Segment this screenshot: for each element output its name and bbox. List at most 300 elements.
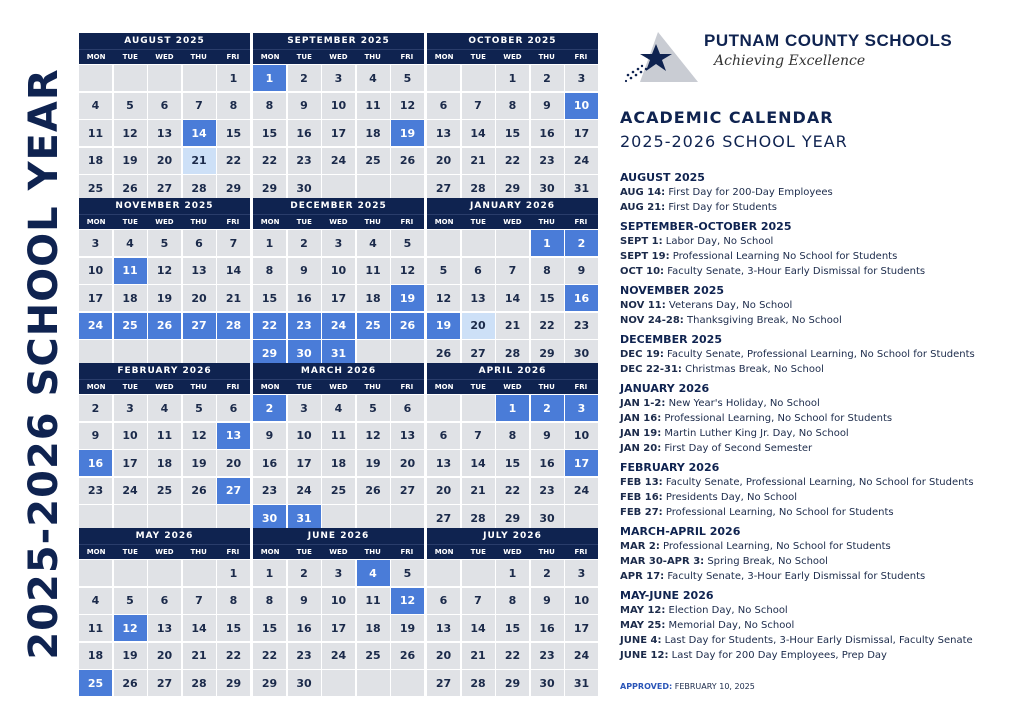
day-cell: 21 [183, 148, 216, 174]
month-july-2026 [427, 528, 598, 692]
day-cell: 10 [565, 588, 598, 614]
day-cell: 16 [531, 120, 564, 146]
day-cell: 19 [391, 615, 424, 641]
day-cell: 29 [496, 175, 529, 201]
day-cell: 11 [357, 258, 390, 284]
day-cell: 12 [148, 258, 181, 284]
day-cell: 5 [148, 230, 181, 256]
day-cell: 2 [565, 230, 598, 256]
event-item [620, 569, 1015, 584]
day-cell: 30 [531, 175, 564, 201]
weekday-label: THU [190, 548, 207, 556]
empty-day-cell [322, 670, 355, 696]
weekday-label: FRI [400, 383, 414, 391]
weekday-header [253, 214, 424, 229]
weekday-label: MON [434, 218, 454, 226]
month-march-2026 [253, 363, 424, 527]
weekday-label: FRI [226, 383, 240, 391]
day-cell: 18 [79, 643, 112, 669]
month-november-2025 [79, 198, 250, 362]
weekday-label: TUE [296, 53, 312, 61]
day-cell: 1 [253, 230, 286, 256]
day-cell: 1 [217, 560, 250, 586]
event-date: FEB 27: [620, 507, 663, 518]
day-cell: 28 [183, 670, 216, 696]
school-name: PUTNAM COUNTY SCHOOLS [704, 31, 953, 50]
page-subtitle: 2025-2026 SCHOOL YEAR [620, 132, 848, 151]
day-cell: 5 [183, 395, 216, 421]
event-date: DEC 22-31: [620, 364, 682, 375]
weekday-label: MON [260, 53, 280, 61]
event-date: NOV 11: [620, 300, 666, 311]
month-title: OCTOBER 2025 [427, 33, 598, 49]
day-cell: 15 [496, 615, 529, 641]
day-cell: 5 [114, 93, 147, 119]
day-cell: 19 [357, 450, 390, 476]
event-date: DEC 19: [620, 349, 664, 360]
day-cell: 17 [565, 120, 598, 146]
day-cell: 24 [565, 643, 598, 669]
weekday-label: TUE [296, 218, 312, 226]
day-grid [253, 229, 424, 366]
month-title: JUNE 2026 [253, 528, 424, 544]
day-cell: 24 [322, 643, 355, 669]
day-cell: 15 [496, 450, 529, 476]
day-cell: 4 [322, 395, 355, 421]
day-cell: 26 [357, 478, 390, 504]
day-cell: 27 [391, 478, 424, 504]
day-cell: 13 [148, 615, 181, 641]
day-cell: 6 [427, 93, 460, 119]
weekday-label: THU [190, 218, 207, 226]
empty-day-cell [183, 65, 216, 91]
weekday-header [79, 544, 250, 559]
day-cell: 29 [217, 670, 250, 696]
empty-day-cell [427, 395, 460, 421]
event-text: Memorial Day, No School [665, 620, 795, 631]
empty-day-cell [427, 230, 460, 256]
day-cell: 4 [357, 230, 390, 256]
day-grid [253, 394, 424, 531]
weekday-label: WED [155, 548, 174, 556]
event-item [620, 490, 1015, 505]
event-section [620, 170, 1015, 215]
approved-date: FEBRUARY 10, 2025 [674, 682, 755, 691]
day-cell: 13 [427, 120, 460, 146]
weekday-label: FRI [574, 218, 588, 226]
event-item [620, 264, 1015, 279]
day-cell: 25 [357, 313, 390, 339]
day-cell: 25 [79, 175, 112, 201]
month-title: AUGUST 2025 [79, 33, 250, 49]
day-cell: 6 [183, 230, 216, 256]
month-august-2025 [79, 33, 250, 197]
day-cell: 28 [462, 175, 495, 201]
weekday-label: WED [503, 548, 522, 556]
weekday-label: WED [329, 53, 348, 61]
day-cell: 7 [462, 423, 495, 449]
day-cell: 27 [427, 505, 460, 531]
day-cell: 19 [114, 148, 147, 174]
event-section [620, 381, 1015, 456]
day-cell: 29 [531, 340, 564, 366]
day-cell: 26 [391, 148, 424, 174]
day-cell: 24 [322, 313, 355, 339]
event-text: Faculty Senate, Professional Learning, No School for Students [662, 477, 974, 488]
event-section-title: NOVEMBER 2025 [620, 284, 725, 297]
day-cell: 23 [531, 478, 564, 504]
day-cell: 17 [114, 450, 147, 476]
weekday-label: WED [503, 53, 522, 61]
day-cell: 19 [391, 285, 424, 311]
day-cell: 30 [253, 505, 286, 531]
day-cell: 2 [531, 395, 564, 421]
day-cell: 2 [253, 395, 286, 421]
day-cell: 30 [288, 670, 321, 696]
day-cell: 15 [531, 285, 564, 311]
event-date: OCT 10: [620, 266, 665, 277]
event-date: JAN 16: [620, 413, 662, 424]
event-item [620, 234, 1015, 249]
day-cell: 12 [427, 285, 460, 311]
day-cell: 3 [288, 395, 321, 421]
month-title: FEBRUARY 2026 [79, 363, 250, 379]
event-text: Thanksgiving Break, No School [683, 315, 842, 326]
day-cell: 24 [114, 478, 147, 504]
empty-day-cell [357, 670, 390, 696]
day-cell: 26 [114, 175, 147, 201]
day-cell: 11 [357, 588, 390, 614]
weekday-label: THU [538, 548, 555, 556]
weekday-header [427, 214, 598, 229]
day-grid [79, 229, 250, 366]
empty-day-cell [114, 560, 147, 586]
empty-day-cell [496, 230, 529, 256]
day-cell: 25 [114, 313, 147, 339]
day-cell: 3 [565, 65, 598, 91]
weekday-label: MON [434, 383, 454, 391]
event-section-title: SEPTEMBER-OCTOBER 2025 [620, 220, 792, 233]
day-cell: 19 [427, 313, 460, 339]
weekday-label: THU [364, 218, 381, 226]
event-date: AUG 14: [620, 187, 666, 198]
day-cell: 12 [357, 423, 390, 449]
day-cell: 30 [565, 340, 598, 366]
day-cell: 31 [565, 670, 598, 696]
day-cell: 12 [183, 423, 216, 449]
event-date: FEB 16: [620, 492, 663, 503]
day-cell: 17 [288, 450, 321, 476]
day-cell: 6 [427, 588, 460, 614]
day-cell: 22 [253, 313, 286, 339]
event-text: Election Day, No School [665, 605, 788, 616]
event-item [620, 554, 1015, 569]
day-cell: 20 [427, 148, 460, 174]
day-cell: 8 [531, 258, 564, 284]
event-text: Labor Day, No School [662, 236, 774, 247]
day-cell: 27 [427, 670, 460, 696]
day-cell: 4 [114, 230, 147, 256]
day-cell: 2 [288, 230, 321, 256]
day-cell: 21 [217, 285, 250, 311]
day-cell: 7 [462, 93, 495, 119]
day-cell: 26 [391, 643, 424, 669]
day-cell: 9 [531, 423, 564, 449]
day-cell: 17 [322, 120, 355, 146]
weekday-label: THU [538, 218, 555, 226]
month-june-2026 [253, 528, 424, 692]
event-item [620, 185, 1015, 200]
day-cell: 6 [462, 258, 495, 284]
day-cell: 9 [288, 93, 321, 119]
day-cell: 26 [427, 340, 460, 366]
event-item [620, 396, 1015, 411]
star-logo-icon [622, 28, 702, 86]
day-cell: 23 [531, 643, 564, 669]
day-cell: 14 [462, 615, 495, 641]
day-cell: 20 [427, 643, 460, 669]
empty-day-cell [79, 65, 112, 91]
day-cell: 4 [79, 588, 112, 614]
event-section-title: AUGUST 2025 [620, 171, 705, 184]
day-cell: 21 [183, 643, 216, 669]
weekday-header [253, 49, 424, 64]
weekday-header [79, 214, 250, 229]
event-date: SEPT 1: [620, 236, 663, 247]
day-cell: 8 [253, 258, 286, 284]
month-title: MARCH 2026 [253, 363, 424, 379]
weekday-label: FRI [400, 53, 414, 61]
day-cell: 1 [496, 65, 529, 91]
event-text: Martin Luther King Jr. Day, No School [661, 428, 849, 439]
day-cell: 31 [288, 505, 321, 531]
month-title: JULY 2026 [427, 528, 598, 544]
day-grid [427, 229, 598, 366]
weekday-label: FRI [574, 548, 588, 556]
event-text: Faculty Senate, Professional Learning, No School for Students [663, 349, 975, 360]
day-cell: 10 [322, 588, 355, 614]
day-cell: 7 [462, 588, 495, 614]
day-cell: 20 [183, 285, 216, 311]
day-cell: 26 [183, 478, 216, 504]
day-cell: 30 [531, 670, 564, 696]
weekday-label: TUE [296, 548, 312, 556]
day-cell: 8 [496, 423, 529, 449]
month-title: APRIL 2026 [427, 363, 598, 379]
event-text: Veterans Day, No School [665, 300, 793, 311]
empty-day-cell [462, 230, 495, 256]
day-cell: 22 [496, 478, 529, 504]
day-cell: 6 [217, 395, 250, 421]
empty-day-cell [462, 65, 495, 91]
weekday-label: TUE [296, 383, 312, 391]
day-cell: 15 [253, 120, 286, 146]
empty-day-cell [391, 670, 424, 696]
day-cell: 11 [322, 423, 355, 449]
day-cell: 7 [496, 258, 529, 284]
day-cell: 22 [496, 643, 529, 669]
day-cell: 21 [496, 313, 529, 339]
event-date: JUNE 4: [620, 635, 662, 646]
event-text: Presidents Day, No School [662, 492, 797, 503]
day-cell: 8 [496, 588, 529, 614]
day-cell: 25 [357, 643, 390, 669]
event-date: APR 17: [620, 571, 665, 582]
event-item [620, 475, 1015, 490]
event-text: Last Day for 200 Day Employees, Prep Day [668, 650, 887, 661]
day-cell: 3 [114, 395, 147, 421]
day-cell: 4 [357, 560, 390, 586]
day-cell: 27 [462, 340, 495, 366]
day-cell: 11 [114, 258, 147, 284]
day-cell: 23 [288, 643, 321, 669]
day-cell: 17 [565, 450, 598, 476]
day-cell: 24 [565, 478, 598, 504]
day-cell: 22 [253, 148, 286, 174]
day-cell: 15 [496, 120, 529, 146]
day-cell: 14 [183, 615, 216, 641]
day-cell: 12 [391, 93, 424, 119]
day-cell: 28 [183, 175, 216, 201]
day-cell: 9 [565, 258, 598, 284]
day-cell: 9 [531, 588, 564, 614]
weekday-label: TUE [470, 548, 486, 556]
day-cell: 28 [462, 670, 495, 696]
day-cell: 22 [217, 643, 250, 669]
weekday-label: WED [329, 383, 348, 391]
day-cell: 19 [183, 450, 216, 476]
weekday-header [79, 49, 250, 64]
weekday-header [79, 379, 250, 394]
event-section-title: FEBRUARY 2026 [620, 461, 720, 474]
weekday-label: WED [329, 548, 348, 556]
event-item [620, 313, 1015, 328]
day-cell: 26 [391, 313, 424, 339]
month-title: MAY 2026 [79, 528, 250, 544]
weekday-label: MON [260, 383, 280, 391]
day-cell: 18 [114, 285, 147, 311]
day-cell: 22 [253, 643, 286, 669]
day-cell: 31 [565, 175, 598, 201]
weekday-header [427, 379, 598, 394]
day-cell: 29 [496, 670, 529, 696]
day-cell: 9 [79, 423, 112, 449]
approved-label: APPROVED: [620, 682, 673, 691]
weekday-label: TUE [122, 53, 138, 61]
weekday-label: WED [503, 218, 522, 226]
event-date: AUG 21: [620, 202, 666, 213]
event-section [620, 332, 1015, 377]
day-cell: 17 [322, 615, 355, 641]
day-cell: 14 [183, 120, 216, 146]
day-cell: 20 [391, 450, 424, 476]
weekday-label: THU [190, 53, 207, 61]
day-cell: 3 [565, 395, 598, 421]
day-cell: 30 [531, 505, 564, 531]
day-cell: 22 [531, 313, 564, 339]
empty-day-cell [462, 560, 495, 586]
event-item [620, 200, 1015, 215]
tagline: Achieving Excellence [714, 53, 866, 69]
day-grid [427, 64, 598, 201]
day-cell: 10 [322, 258, 355, 284]
event-text: Professional Learning No School for Students [669, 251, 898, 262]
day-cell: 18 [357, 120, 390, 146]
day-cell: 12 [391, 588, 424, 614]
day-cell: 15 [253, 285, 286, 311]
day-cell: 19 [114, 643, 147, 669]
event-item [620, 411, 1015, 426]
day-cell: 23 [253, 478, 286, 504]
event-date: JAN 20: [620, 443, 662, 454]
month-january-2026 [427, 198, 598, 362]
day-cell: 9 [253, 423, 286, 449]
day-grid [253, 559, 424, 696]
event-date: MAY 12: [620, 605, 666, 616]
weekday-label: MON [434, 53, 454, 61]
day-cell: 7 [183, 93, 216, 119]
event-text: Faculty Senate, 3-Hour Early Dismissal for Students [664, 571, 926, 582]
day-cell: 16 [288, 285, 321, 311]
month-title: SEPTEMBER 2025 [253, 33, 424, 49]
day-cell: 1 [496, 395, 529, 421]
empty-day-cell [427, 560, 460, 586]
day-cell: 19 [148, 285, 181, 311]
day-cell: 17 [322, 285, 355, 311]
day-cell: 7 [183, 588, 216, 614]
day-cell: 26 [114, 670, 147, 696]
event-text: First Day of Second Semester [661, 443, 813, 454]
day-cell: 18 [148, 450, 181, 476]
day-cell: 2 [531, 560, 564, 586]
event-item [620, 633, 1015, 648]
day-cell: 16 [531, 450, 564, 476]
day-cell: 5 [391, 230, 424, 256]
day-grid [427, 559, 598, 696]
event-date: FEB 13: [620, 477, 663, 488]
day-cell: 7 [217, 230, 250, 256]
event-section-title: MAY-JUNE 2026 [620, 589, 714, 602]
event-item [620, 648, 1015, 663]
weekday-label: THU [538, 383, 555, 391]
day-cell: 20 [148, 643, 181, 669]
day-cell: 13 [427, 450, 460, 476]
weekday-label: THU [190, 383, 207, 391]
day-cell: 5 [357, 395, 390, 421]
day-cell: 14 [217, 258, 250, 284]
day-cell: 20 [462, 313, 495, 339]
day-cell: 12 [114, 120, 147, 146]
day-cell: 23 [288, 148, 321, 174]
weekday-label: WED [329, 218, 348, 226]
event-section [620, 588, 1015, 663]
month-april-2026 [427, 363, 598, 527]
weekday-label: TUE [470, 53, 486, 61]
event-text: Christmas Break, No School [681, 364, 824, 375]
day-cell: 3 [79, 230, 112, 256]
month-september-2025 [253, 33, 424, 197]
weekday-label: THU [364, 383, 381, 391]
empty-day-cell [183, 560, 216, 586]
weekday-label: WED [155, 383, 174, 391]
day-grid [79, 559, 250, 696]
weekday-label: FRI [400, 218, 414, 226]
day-cell: 25 [322, 478, 355, 504]
day-cell: 1 [496, 560, 529, 586]
empty-day-cell [79, 560, 112, 586]
weekday-label: TUE [470, 218, 486, 226]
weekday-label: FRI [226, 53, 240, 61]
